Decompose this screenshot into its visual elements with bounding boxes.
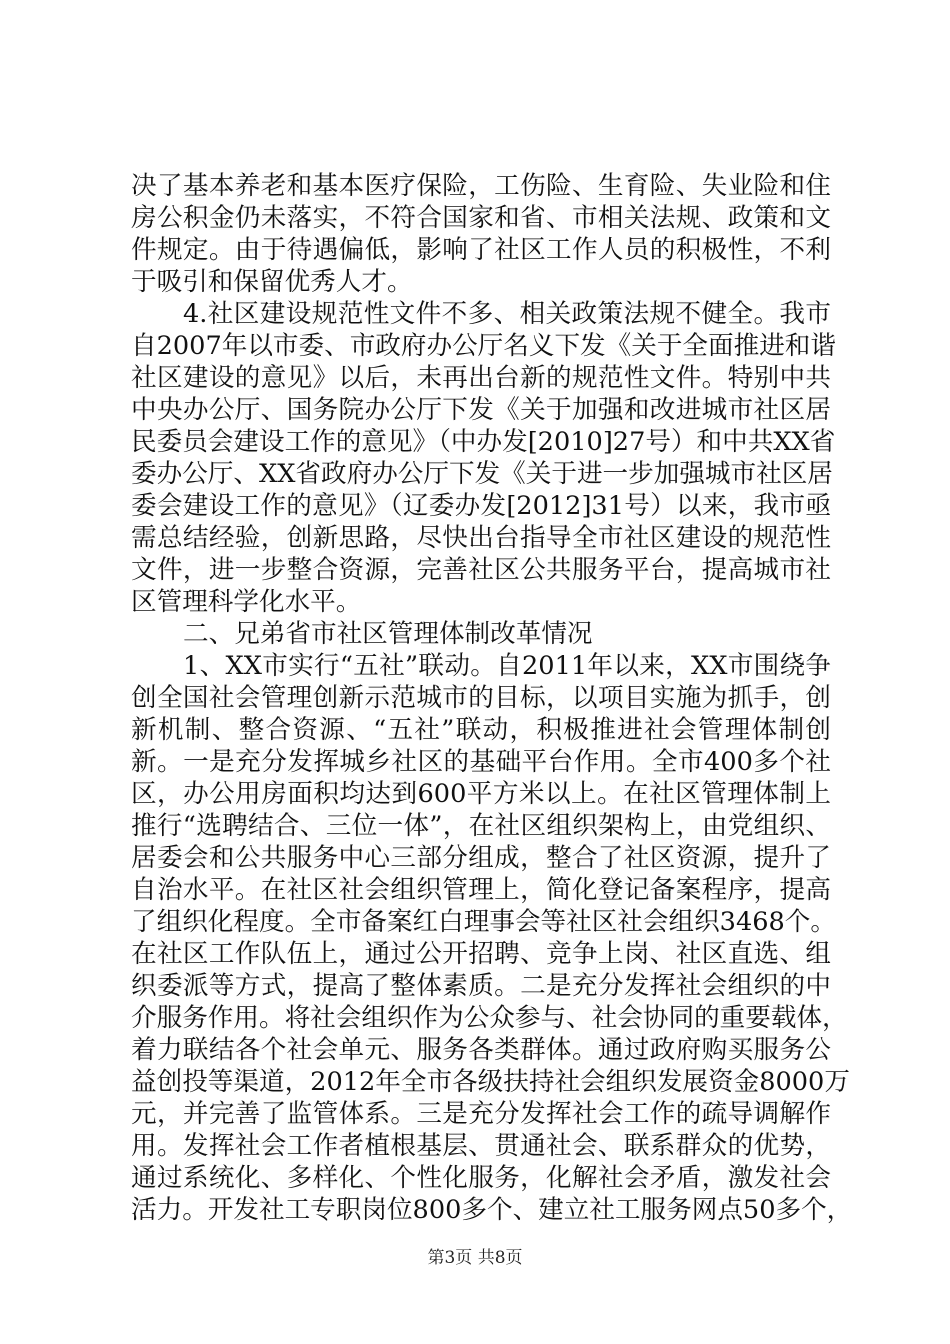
text-line: 创全国社会管理创新示范城市的目标，以项目实施为抓手，创 xyxy=(131,683,831,713)
text-line: 用。发挥社会工作者植根基层、贯通社会、联系群众的优势， xyxy=(131,1131,831,1161)
text-line: 了组织化程度。全市备案红白理事会等社区社会组织3468个。 xyxy=(131,907,836,937)
text-line: 民委员会建设工作的意见》（中办发[2010]27号）和中共XX省 xyxy=(131,427,836,457)
document-body xyxy=(131,170,853,1226)
text-line: 委会建设工作的意见》（辽委办发[2012]31号）以来，我市亟 xyxy=(131,491,831,521)
text-line: 4.社区建设规范性文件不多、相关政策法规不健全。我市 xyxy=(183,299,831,329)
text-line: 需总结经验，创新思路，尽快出台指导全市社区建设的规范性 xyxy=(131,523,831,553)
text-line: 居委会和公共服务中心三部分组成，整合了社区资源，提升了 xyxy=(131,843,831,873)
text-line: 益创投等渠道，2012年全市各级扶持社会组织发展资金8000万 xyxy=(131,1067,850,1097)
text-line: 介服务作用。将社会组织作为公众参与、社会协同的重要载体， xyxy=(131,1003,848,1033)
text-line: 通过系统化、多样化、个性化服务，化解社会矛盾，激发社会 xyxy=(131,1163,831,1193)
text-line: 委办公厅、XX省政府办公厅下发《关于进一步加强城市社区居 xyxy=(131,459,833,489)
text-line: 推行“选聘结合、三位一体”，在社区组织架构上，由党组织、 xyxy=(131,811,831,841)
text-line: 在社区工作队伍上，通过公开招聘、竞争上岗、社区直选、组 xyxy=(131,939,831,969)
text-line: 中央办公厅、国务院办公厅下发《关于加强和改进城市社区居 xyxy=(131,395,831,425)
text-line: 1、XX市实行“五社”联动。自2011年以来，XX市围绕争 xyxy=(183,651,831,681)
text-line: 社区建设的意见》以后，未再出台新的规范性文件。特别中共 xyxy=(131,363,831,393)
text-line: 自治水平。在社区社会组织管理上，简化登记备案程序，提高 xyxy=(131,875,831,905)
text-line: 文件，进一步整合资源，完善社区公共服务平台，提高城市社 xyxy=(131,555,831,585)
text-line: 活力。开发社工专职岗位800多个、建立社工服务网点50多个， xyxy=(131,1195,853,1225)
text-line: 房公积金仍未落实，不符合国家和省、市相关法规、政策和文 xyxy=(131,203,831,233)
page-footer: 第3页 共8页 xyxy=(427,1248,523,1268)
text-line: 新。一是充分发挥城乡社区的基础平台作用。全市400多个社 xyxy=(131,747,831,777)
text-line: 自2007年以市委、市政府办公厅名义下发《关于全面推进和谐 xyxy=(131,331,836,361)
text-line: 区管理科学化水平。 xyxy=(131,587,362,617)
text-line: 二、兄弟省市社区管理体制改革情况 xyxy=(183,619,593,649)
text-line: 区，办公用房面积均达到600平方米以上。在社区管理体制上 xyxy=(131,779,831,809)
text-line: 决了基本养老和基本医疗保险，工伤险、生育险、失业险和住 xyxy=(131,171,831,201)
text-line: 织委派等方式，提高了整体素质。二是充分发挥社会组织的中 xyxy=(131,971,831,1001)
text-line: 新机制、整合资源、“五社”联动，积极推进社会管理体制创 xyxy=(131,715,831,745)
text-line: 件规定。由于待遇偏低，影响了社区工作人员的积极性，不利 xyxy=(131,235,831,265)
text-line: 于吸引和保留优秀人才。 xyxy=(131,267,413,297)
text-line: 元，并完善了监管体系。三是充分发挥社会工作的疏导调解作 xyxy=(131,1099,831,1129)
text-line: 着力联结各个社会单元、服务各类群体。通过政府购买服务公 xyxy=(131,1035,831,1065)
